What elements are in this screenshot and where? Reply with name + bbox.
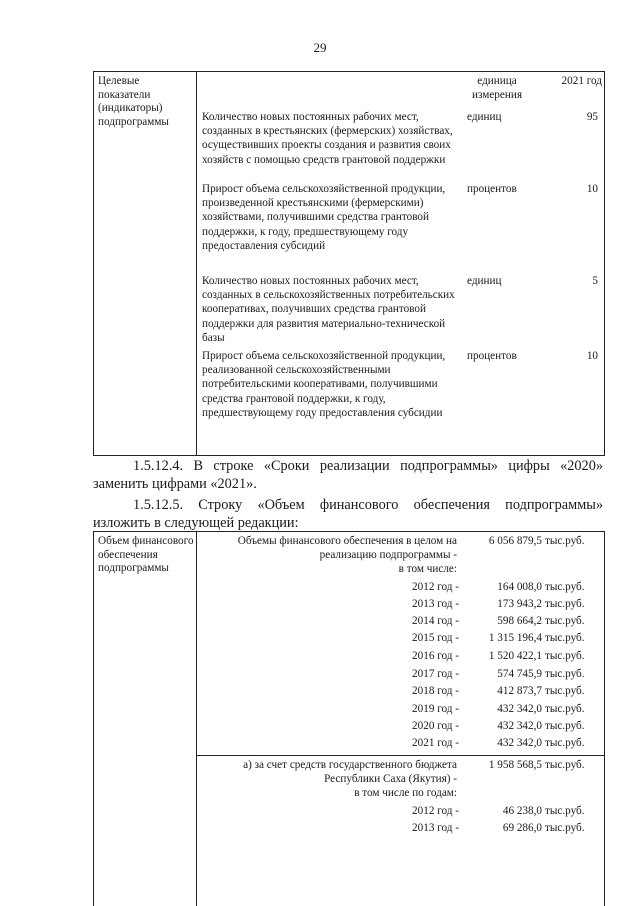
indicator-unit: процентов <box>467 350 517 362</box>
year-amount: 598 664,2 <box>497 615 542 627</box>
year-label: 2013 год - <box>412 822 459 834</box>
year-row <box>94 703 604 720</box>
indicator-text: Количество новых постоянных рабочих мест, созданных в сельскохозяйственных потребительских кооперативах, получивших средства грантовой поддержки для развития материально-технической базы <box>202 275 455 344</box>
year-row <box>94 632 604 649</box>
year-row <box>94 737 604 754</box>
indicator-text: Прирост объема сельскохозяйственной продукции, реализованной сельскохозяйственными потребительскими кооперативами, получившими средства грантовой поддержки, к году, предшествующему году предоставления субсидии <box>202 350 446 419</box>
year-unit: тыс.руб. <box>545 581 585 593</box>
year-amount: 1 315 196,4 <box>488 632 542 644</box>
row-divider <box>196 755 604 756</box>
page-number: 29 <box>313 40 327 55</box>
financing-label: Объем финансового обеспечения подпрограммы <box>98 535 194 575</box>
year-label: 2020 год - <box>412 720 459 732</box>
year-amount: 432 342,0 <box>497 703 542 715</box>
year-unit: тыс.руб. <box>545 685 585 697</box>
sub-year-row <box>94 805 604 822</box>
indicator-text: Количество новых постоянных рабочих мест, созданных в крестьянских (фермерских) хозяйствах, осуществивших проекты создания и развития своих хозяйств с помощью средств грантовой поддержки <box>202 111 453 166</box>
year-row <box>94 720 604 737</box>
year-label: 2016 год - <box>412 650 459 662</box>
sub-unit: тыс.руб. <box>545 759 585 771</box>
year-unit: тыс.руб. <box>545 650 585 662</box>
year-label: 2014 год - <box>412 615 459 627</box>
indicator-text: Прирост объема сельскохозяйственной продукции, произведенной крестьянскими (фермерскими) хозяйствами, получившими средства грантовой поддержки, к году, предшествующему году предоставления субсидий <box>202 183 446 252</box>
year-unit: тыс.руб. <box>545 615 585 627</box>
year-column-header: 2021 год <box>561 75 602 87</box>
indicator-unit: единиц <box>467 275 502 287</box>
year-amount: 164 008,0 <box>497 581 542 593</box>
year-label: 2012 год - <box>412 581 459 593</box>
year-row <box>94 598 604 615</box>
indicator-value: 10 <box>586 350 598 362</box>
indicator-unit: единиц <box>467 111 502 123</box>
year-amount: 432 342,0 <box>497 737 542 749</box>
indicator-value: 95 <box>586 111 598 123</box>
year-row <box>94 615 604 632</box>
year-unit: тыс.руб. <box>545 822 585 834</box>
sub-year-row <box>94 822 604 839</box>
year-row <box>94 668 604 685</box>
year-label: 2019 год - <box>412 703 459 715</box>
financing-table <box>93 531 605 906</box>
year-row <box>94 650 604 667</box>
year-row <box>94 685 604 702</box>
paragraph-financing-change: 1.5.12.5. Строку «Объем финансового обеспечения подпрограммы» изложить в следующей редакции: <box>93 497 603 531</box>
year-unit: тыс.руб. <box>545 632 585 644</box>
year-amount: 574 745,9 <box>497 668 542 680</box>
total-unit: тыс.руб. <box>545 535 585 547</box>
year-amount: 46 238,0 <box>502 805 542 817</box>
sub-line-1: а) за счет средств государственного бюджета <box>243 759 457 771</box>
year-amount: 432 342,0 <box>497 720 542 732</box>
indicators-table <box>93 71 605 456</box>
year-unit: тыс.руб. <box>545 598 585 610</box>
year-label: 2021 год - <box>412 737 459 749</box>
total-line-2: реализацию подпрограммы - <box>319 549 457 561</box>
year-amount: 1 520 422,1 <box>488 650 542 662</box>
year-row <box>94 581 604 598</box>
sub-value: 1 958 568,5 <box>488 759 542 771</box>
year-label: 2012 год - <box>412 805 459 817</box>
year-unit: тыс.руб. <box>545 805 585 817</box>
indicators-label: Целевые показатели (индикаторы) подпрограммы <box>98 75 169 128</box>
year-unit: тыс.руб. <box>545 720 585 732</box>
year-label: 2017 год - <box>412 668 459 680</box>
indicator-value: 5 <box>592 275 598 287</box>
year-label: 2018 год - <box>412 685 459 697</box>
year-label: 2015 год - <box>412 632 459 644</box>
year-amount: 69 286,0 <box>502 822 542 834</box>
total-line-1: Объемы финансового обеспечения в целом на <box>237 535 457 547</box>
total-line-3: в том числе: <box>398 563 457 575</box>
indicator-value: 10 <box>586 183 598 195</box>
year-unit: тыс.руб. <box>545 668 585 680</box>
paragraph-deadline-change: 1.5.12.4. В строке «Сроки реализации подпрограммы» цифры «2020» заменить цифрами «2021». <box>93 458 603 492</box>
sub-line-2: Республики Саха (Якутия) - <box>324 773 457 785</box>
column-divider <box>196 72 197 455</box>
total-value: 6 056 879,5 <box>488 535 542 547</box>
year-unit: тыс.руб. <box>545 737 585 749</box>
year-amount: 173 943,2 <box>497 598 542 610</box>
indicator-unit: процентов <box>467 183 517 195</box>
year-unit: тыс.руб. <box>545 703 585 715</box>
year-amount: 412 873,7 <box>497 685 542 697</box>
year-label: 2013 год - <box>412 598 459 610</box>
sub-line-3: в том числе по годам: <box>354 787 457 799</box>
unit-column-header: единица измерения <box>472 75 522 101</box>
